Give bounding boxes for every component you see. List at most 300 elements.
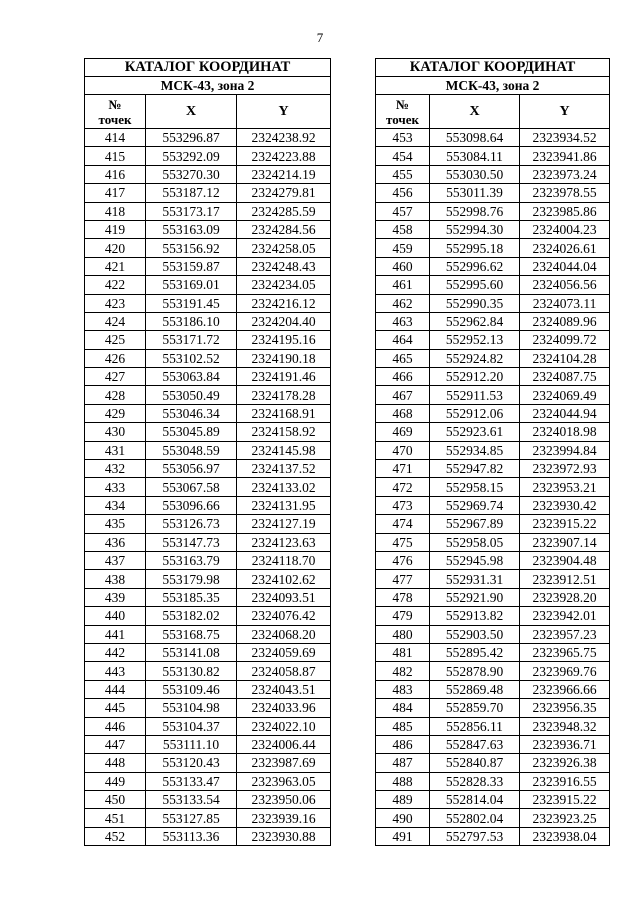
- x-coordinate-cell: 552895.42: [430, 643, 520, 661]
- x-coordinate-cell: 553126.73: [146, 515, 237, 533]
- point-number-cell: 416: [85, 165, 146, 183]
- table-row: [85, 147, 331, 165]
- table-row: [376, 239, 610, 257]
- x-coordinate-cell: 553159.87: [146, 257, 237, 275]
- x-coordinate-cell: 553163.09: [146, 220, 237, 238]
- point-number-cell: 463: [376, 312, 430, 330]
- y-coordinate-cell: 2323930.88: [237, 827, 331, 845]
- y-coordinate-cell: 2323904.48: [520, 551, 610, 569]
- point-number-cell: 459: [376, 239, 430, 257]
- point-number-cell: 454: [376, 147, 430, 165]
- points-label: точек: [98, 111, 132, 127]
- table-row: [85, 184, 331, 202]
- y-coordinate-cell: 2324216.12: [237, 294, 331, 312]
- x-coordinate-cell: 553186.10: [146, 312, 237, 330]
- y-coordinate-cell: 2324093.51: [237, 588, 331, 606]
- point-number-cell: 414: [85, 129, 146, 147]
- table-row: [85, 515, 331, 533]
- column-header-point-number: [85, 95, 146, 129]
- point-number-cell: 433: [85, 478, 146, 496]
- point-number-cell: 418: [85, 202, 146, 220]
- x-coordinate-cell: 553067.58: [146, 478, 237, 496]
- point-number-cell: 465: [376, 349, 430, 367]
- point-number-cell: 462: [376, 294, 430, 312]
- y-coordinate-cell: 2323938.04: [520, 827, 610, 845]
- point-number-cell: 469: [376, 423, 430, 441]
- x-coordinate-cell: 553171.72: [146, 331, 237, 349]
- y-coordinate-cell: 2324223.88: [237, 147, 331, 165]
- x-coordinate-cell: 553141.08: [146, 643, 237, 661]
- table-row: [85, 460, 331, 478]
- x-coordinate-cell: 553168.75: [146, 625, 237, 643]
- x-coordinate-cell: 552814.04: [430, 791, 520, 809]
- x-coordinate-cell: 553130.82: [146, 662, 237, 680]
- x-coordinate-cell: 552934.85: [430, 441, 520, 459]
- y-coordinate-cell: 2324118.70: [237, 551, 331, 569]
- y-coordinate-cell: 2324178.28: [237, 386, 331, 404]
- x-coordinate-cell: 553030.50: [430, 165, 520, 183]
- point-number-cell: 468: [376, 404, 430, 422]
- x-coordinate-cell: 553179.98: [146, 570, 237, 588]
- table-row: [376, 441, 610, 459]
- point-number-cell: 444: [85, 680, 146, 698]
- point-number-cell: 425: [85, 331, 146, 349]
- x-coordinate-cell: 552958.05: [430, 533, 520, 551]
- y-coordinate-cell: 2324234.05: [237, 276, 331, 294]
- point-number-cell: 474: [376, 515, 430, 533]
- coordinate-catalog-table-right: [375, 58, 610, 846]
- table-row: [85, 129, 331, 147]
- table-row: [376, 257, 610, 275]
- y-coordinate-cell: 2324238.92: [237, 129, 331, 147]
- table-row: [376, 276, 610, 294]
- table-row: [85, 165, 331, 183]
- table-row: [376, 662, 610, 680]
- table-subtitle: МСК-43, зона 2: [85, 77, 331, 95]
- point-number-cell: 472: [376, 478, 430, 496]
- x-coordinate-cell: 553084.11: [430, 147, 520, 165]
- point-number-cell: 427: [85, 368, 146, 386]
- y-coordinate-cell: 2324123.63: [237, 533, 331, 551]
- table-row: [85, 257, 331, 275]
- table-row: [376, 386, 610, 404]
- table-row: [376, 827, 610, 845]
- table-row: [85, 735, 331, 753]
- y-coordinate-cell: 2323907.14: [520, 533, 610, 551]
- y-coordinate-cell: 2324069.49: [520, 386, 610, 404]
- x-coordinate-cell: 552903.50: [430, 625, 520, 643]
- table-row: [376, 588, 610, 606]
- x-coordinate-cell: 552998.76: [430, 202, 520, 220]
- y-coordinate-cell: 2323936.71: [520, 735, 610, 753]
- table-row: [376, 699, 610, 717]
- point-number-cell: 460: [376, 257, 430, 275]
- x-coordinate-cell: 552859.70: [430, 699, 520, 717]
- point-number-cell: 485: [376, 717, 430, 735]
- y-coordinate-cell: 2324284.56: [237, 220, 331, 238]
- table-row: [376, 202, 610, 220]
- table-row: [376, 129, 610, 147]
- table-row: [85, 809, 331, 827]
- x-coordinate-cell: 552923.61: [430, 423, 520, 441]
- x-coordinate-cell: 552947.82: [430, 460, 520, 478]
- point-number-cell: 486: [376, 735, 430, 753]
- y-coordinate-cell: 2323994.84: [520, 441, 610, 459]
- point-number-cell: 481: [376, 643, 430, 661]
- table-row: [85, 754, 331, 772]
- point-number-cell: 435: [85, 515, 146, 533]
- point-number-cell: 442: [85, 643, 146, 661]
- page-number: 7: [316, 30, 324, 45]
- y-coordinate-cell: 2323969.76: [520, 662, 610, 680]
- point-number-cell: 480: [376, 625, 430, 643]
- column-header-point-number: [376, 95, 430, 129]
- x-coordinate-cell: 553098.64: [430, 129, 520, 147]
- y-coordinate-cell: 2324279.81: [237, 184, 331, 202]
- y-coordinate-cell: 2324248.43: [237, 257, 331, 275]
- y-coordinate-cell: 2324102.62: [237, 570, 331, 588]
- x-coordinate-cell: 553011.39: [430, 184, 520, 202]
- point-number-cell: 428: [85, 386, 146, 404]
- point-number-cell: 430: [85, 423, 146, 441]
- y-coordinate-cell: 2324131.95: [237, 496, 331, 514]
- x-coordinate-cell: 552840.87: [430, 754, 520, 772]
- table-row: [376, 551, 610, 569]
- x-coordinate-cell: 552921.90: [430, 588, 520, 606]
- point-number-cell: 450: [85, 791, 146, 809]
- y-coordinate-cell: 2324168.91: [237, 404, 331, 422]
- x-coordinate-cell: 552913.82: [430, 607, 520, 625]
- x-coordinate-cell: 552958.15: [430, 478, 520, 496]
- y-coordinate-cell: 2323966.66: [520, 680, 610, 698]
- table-row: [376, 643, 610, 661]
- x-coordinate-cell: 553048.59: [146, 441, 237, 459]
- x-coordinate-cell: 553156.92: [146, 239, 237, 257]
- point-number-cell: 445: [85, 699, 146, 717]
- y-coordinate-cell: 2324285.59: [237, 202, 331, 220]
- x-coordinate-cell: 552856.11: [430, 717, 520, 735]
- table-row: [376, 754, 610, 772]
- point-number-cell: 431: [85, 441, 146, 459]
- table-row: [85, 368, 331, 386]
- y-coordinate-cell: 2323939.16: [237, 809, 331, 827]
- table-row: [85, 607, 331, 625]
- table-row: [376, 460, 610, 478]
- table-body: [376, 129, 610, 846]
- point-number-cell: 448: [85, 754, 146, 772]
- point-number-cell: 417: [85, 184, 146, 202]
- x-coordinate-cell: 553185.35: [146, 588, 237, 606]
- y-coordinate-cell: 2324076.42: [237, 607, 331, 625]
- column-header-y: Y: [520, 95, 610, 129]
- x-coordinate-cell: 552967.89: [430, 515, 520, 533]
- point-number-cell: 440: [85, 607, 146, 625]
- table-row: [85, 791, 331, 809]
- x-coordinate-cell: 552996.62: [430, 257, 520, 275]
- point-number-cell: 424: [85, 312, 146, 330]
- point-number-cell: 446: [85, 717, 146, 735]
- x-coordinate-cell: 552869.48: [430, 680, 520, 698]
- y-coordinate-cell: 2323930.42: [520, 496, 610, 514]
- y-coordinate-cell: 2323915.22: [520, 791, 610, 809]
- table-row: [376, 165, 610, 183]
- x-coordinate-cell: 553296.87: [146, 129, 237, 147]
- y-coordinate-cell: 2324073.11: [520, 294, 610, 312]
- point-number-cell: 489: [376, 791, 430, 809]
- y-coordinate-cell: 2323948.32: [520, 717, 610, 735]
- table-row: [376, 717, 610, 735]
- point-number-cell: 426: [85, 349, 146, 367]
- x-coordinate-cell: 553045.89: [146, 423, 237, 441]
- column-header-x: X: [146, 95, 237, 129]
- y-coordinate-cell: 2324214.19: [237, 165, 331, 183]
- table-row: [376, 423, 610, 441]
- x-coordinate-cell: 553191.45: [146, 294, 237, 312]
- point-number-cell: 491: [376, 827, 430, 845]
- y-coordinate-cell: 2323963.05: [237, 772, 331, 790]
- x-coordinate-cell: 552962.84: [430, 312, 520, 330]
- point-number-cell: 482: [376, 662, 430, 680]
- point-number-cell: 487: [376, 754, 430, 772]
- x-coordinate-cell: 552995.18: [430, 239, 520, 257]
- table-row: [85, 588, 331, 606]
- point-number-cell: 447: [85, 735, 146, 753]
- y-coordinate-cell: 2323926.38: [520, 754, 610, 772]
- points-label: точек: [386, 111, 419, 127]
- point-number-cell: 488: [376, 772, 430, 790]
- point-number-cell: 466: [376, 368, 430, 386]
- y-coordinate-cell: 2324068.20: [237, 625, 331, 643]
- point-number-cell: 437: [85, 551, 146, 569]
- y-coordinate-cell: 2323942.01: [520, 607, 610, 625]
- table-row: [85, 570, 331, 588]
- table-row: [85, 239, 331, 257]
- point-number-cell: 458: [376, 220, 430, 238]
- x-coordinate-cell: 553104.98: [146, 699, 237, 717]
- y-coordinate-cell: 2324004.23: [520, 220, 610, 238]
- x-coordinate-cell: 552912.20: [430, 368, 520, 386]
- x-coordinate-cell: 553063.84: [146, 368, 237, 386]
- point-number-cell: 467: [376, 386, 430, 404]
- x-coordinate-cell: 552911.53: [430, 386, 520, 404]
- x-coordinate-cell: 553111.10: [146, 735, 237, 753]
- y-coordinate-cell: 2324195.16: [237, 331, 331, 349]
- point-number-cell: 429: [85, 404, 146, 422]
- y-coordinate-cell: 2324043.51: [237, 680, 331, 698]
- y-coordinate-cell: 2323915.22: [520, 515, 610, 533]
- y-coordinate-cell: 2324104.28: [520, 349, 610, 367]
- table-row: [376, 680, 610, 698]
- y-coordinate-cell: 2323978.55: [520, 184, 610, 202]
- number-sign-label: №: [395, 96, 410, 112]
- y-coordinate-cell: 2324127.19: [237, 515, 331, 533]
- point-number-cell: 422: [85, 276, 146, 294]
- table-row: [85, 827, 331, 845]
- point-number-cell: 473: [376, 496, 430, 514]
- x-coordinate-cell: 553292.09: [146, 147, 237, 165]
- x-coordinate-cell: 552995.60: [430, 276, 520, 294]
- point-number-cell: 490: [376, 809, 430, 827]
- table-row: [376, 772, 610, 790]
- y-coordinate-cell: 2324089.96: [520, 312, 610, 330]
- x-coordinate-cell: 552878.90: [430, 662, 520, 680]
- point-number-cell: 475: [376, 533, 430, 551]
- point-number-cell: 456: [376, 184, 430, 202]
- x-coordinate-cell: 552924.82: [430, 349, 520, 367]
- point-number-cell: 452: [85, 827, 146, 845]
- point-number-cell: 455: [376, 165, 430, 183]
- y-coordinate-cell: 2324059.69: [237, 643, 331, 661]
- table-row: [85, 312, 331, 330]
- y-coordinate-cell: 2324018.98: [520, 423, 610, 441]
- x-coordinate-cell: 553133.47: [146, 772, 237, 790]
- point-number-cell: 421: [85, 257, 146, 275]
- point-number-cell: 423: [85, 294, 146, 312]
- x-coordinate-cell: 553050.49: [146, 386, 237, 404]
- number-sign-label: №: [108, 96, 122, 112]
- point-number-cell: 483: [376, 680, 430, 698]
- table-row: [376, 515, 610, 533]
- table-row: [376, 331, 610, 349]
- y-coordinate-cell: 2324133.02: [237, 478, 331, 496]
- table-row: [85, 478, 331, 496]
- y-coordinate-cell: 2324137.52: [237, 460, 331, 478]
- column-header-x: X: [430, 95, 520, 129]
- x-coordinate-cell: 553056.97: [146, 460, 237, 478]
- point-number-cell: 470: [376, 441, 430, 459]
- point-number-cell: 479: [376, 607, 430, 625]
- y-coordinate-cell: 2324190.18: [237, 349, 331, 367]
- x-coordinate-cell: 552952.13: [430, 331, 520, 349]
- y-coordinate-cell: 2323923.25: [520, 809, 610, 827]
- y-coordinate-cell: 2324058.87: [237, 662, 331, 680]
- table-row: [85, 680, 331, 698]
- y-coordinate-cell: 2324145.98: [237, 441, 331, 459]
- point-number-cell: 436: [85, 533, 146, 551]
- x-coordinate-cell: 553169.01: [146, 276, 237, 294]
- x-coordinate-cell: 552990.35: [430, 294, 520, 312]
- point-number-cell: 420: [85, 239, 146, 257]
- table-row: [376, 312, 610, 330]
- x-coordinate-cell: 552969.74: [430, 496, 520, 514]
- y-coordinate-cell: 2323928.20: [520, 588, 610, 606]
- x-coordinate-cell: 553173.17: [146, 202, 237, 220]
- x-coordinate-cell: 553102.52: [146, 349, 237, 367]
- table-body: [85, 129, 331, 846]
- y-coordinate-cell: 2323985.86: [520, 202, 610, 220]
- x-coordinate-cell: 552828.33: [430, 772, 520, 790]
- table-row: [376, 368, 610, 386]
- point-number-cell: 457: [376, 202, 430, 220]
- table-row: [85, 276, 331, 294]
- table-title: КАТАЛОГ КООРДИНАТ: [85, 59, 331, 77]
- table-row: [85, 202, 331, 220]
- point-number-cell: 434: [85, 496, 146, 514]
- point-number-cell: 476: [376, 551, 430, 569]
- point-number-cell: 439: [85, 588, 146, 606]
- x-coordinate-cell: 553163.79: [146, 551, 237, 569]
- table-row: [85, 331, 331, 349]
- table-row: [85, 294, 331, 312]
- table-row: [85, 699, 331, 717]
- y-coordinate-cell: 2324087.75: [520, 368, 610, 386]
- point-number-cell: 478: [376, 588, 430, 606]
- table-row: [376, 184, 610, 202]
- table-row: [85, 717, 331, 735]
- y-coordinate-cell: 2324026.61: [520, 239, 610, 257]
- y-coordinate-cell: 2323950.06: [237, 791, 331, 809]
- x-coordinate-cell: 553046.34: [146, 404, 237, 422]
- table-row: [376, 735, 610, 753]
- y-coordinate-cell: 2323973.24: [520, 165, 610, 183]
- table-row: [376, 809, 610, 827]
- y-coordinate-cell: 2324022.10: [237, 717, 331, 735]
- y-coordinate-cell: 2323934.52: [520, 129, 610, 147]
- y-coordinate-cell: 2324044.94: [520, 404, 610, 422]
- table-row: [85, 423, 331, 441]
- y-coordinate-cell: 2323965.75: [520, 643, 610, 661]
- point-number-cell: 453: [376, 129, 430, 147]
- column-header-y: Y: [237, 95, 331, 129]
- table-row: [376, 533, 610, 551]
- table-row: [85, 551, 331, 569]
- x-coordinate-cell: 553182.02: [146, 607, 237, 625]
- point-number-cell: 464: [376, 331, 430, 349]
- table-row: [85, 349, 331, 367]
- table-subtitle: МСК-43, зона 2: [376, 77, 610, 95]
- x-coordinate-cell: 553104.37: [146, 717, 237, 735]
- y-coordinate-cell: 2323957.23: [520, 625, 610, 643]
- y-coordinate-cell: 2324056.56: [520, 276, 610, 294]
- point-number-cell: 461: [376, 276, 430, 294]
- table-row: [376, 220, 610, 238]
- x-coordinate-cell: 553133.54: [146, 791, 237, 809]
- y-coordinate-cell: 2323987.69: [237, 754, 331, 772]
- table-row: [85, 496, 331, 514]
- y-coordinate-cell: 2324258.05: [237, 239, 331, 257]
- table-row: [85, 643, 331, 661]
- x-coordinate-cell: 553147.73: [146, 533, 237, 551]
- point-number-cell: 471: [376, 460, 430, 478]
- table-row: [376, 147, 610, 165]
- y-coordinate-cell: 2323912.51: [520, 570, 610, 588]
- y-coordinate-cell: 2324033.96: [237, 699, 331, 717]
- table-row: [85, 625, 331, 643]
- point-number-cell: 443: [85, 662, 146, 680]
- table-row: [85, 533, 331, 551]
- point-number-cell: 477: [376, 570, 430, 588]
- table-row: [376, 478, 610, 496]
- x-coordinate-cell: 553187.12: [146, 184, 237, 202]
- table-row: [376, 404, 610, 422]
- x-coordinate-cell: 552797.53: [430, 827, 520, 845]
- table-row: [85, 662, 331, 680]
- x-coordinate-cell: 553270.30: [146, 165, 237, 183]
- y-coordinate-cell: 2324006.44: [237, 735, 331, 753]
- point-number-cell: 432: [85, 460, 146, 478]
- table-row: [85, 220, 331, 238]
- y-coordinate-cell: 2324158.92: [237, 423, 331, 441]
- point-number-cell: 484: [376, 699, 430, 717]
- x-coordinate-cell: 552847.63: [430, 735, 520, 753]
- point-number-cell: 419: [85, 220, 146, 238]
- x-coordinate-cell: 552994.30: [430, 220, 520, 238]
- x-coordinate-cell: 553113.36: [146, 827, 237, 845]
- table-row: [85, 441, 331, 459]
- table-row: [85, 386, 331, 404]
- table-row: [376, 625, 610, 643]
- x-coordinate-cell: 552802.04: [430, 809, 520, 827]
